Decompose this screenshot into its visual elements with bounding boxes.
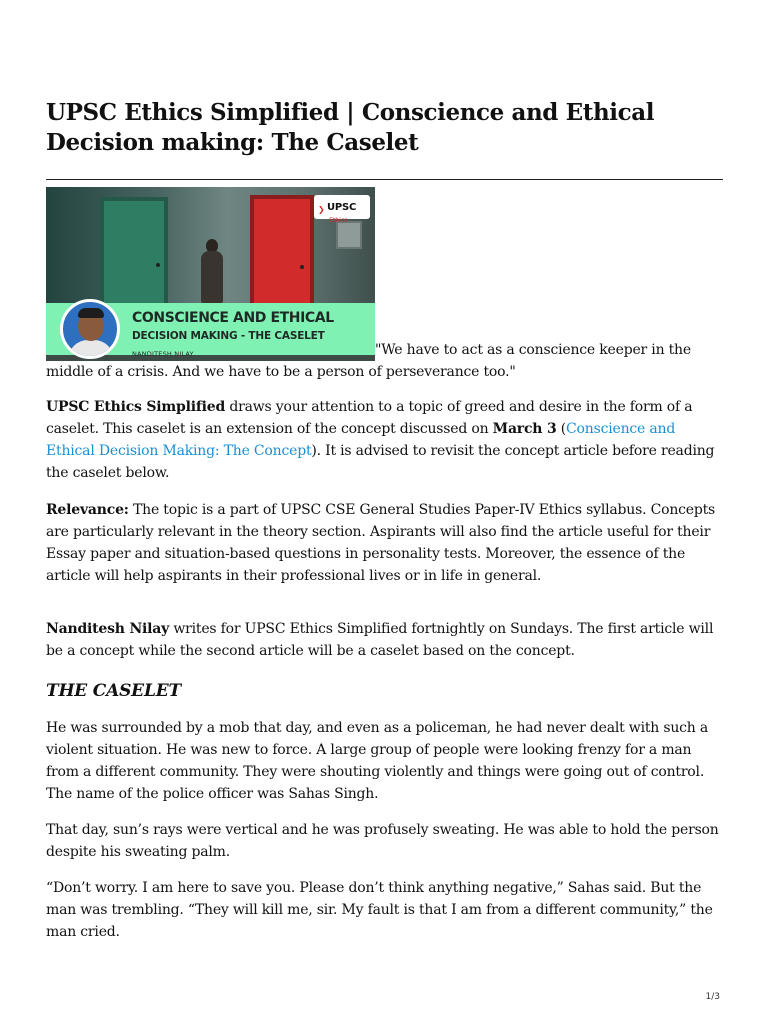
caselet-heading: THE CASELET (46, 681, 181, 701)
author-name: Nanditesh Nilay (46, 621, 170, 637)
title-divider (46, 179, 723, 180)
relevance-label: Relevance: (46, 502, 129, 518)
intro-date: March 3 (492, 421, 557, 437)
banner-author: NANDITESH NILAY (132, 350, 194, 358)
hero-image (46, 187, 375, 361)
banner-line1: CONSCIENCE AND ETHICAL (132, 310, 334, 326)
caselet-paragraph: That day, sun’s rays were vertical and he was profusely sweating. He was able to hold the person despite his sweating palm. (46, 822, 719, 860)
relevance-paragraph: Relevance: The topic is a part of UPSC CSE General Studies Paper-IV Ethics syllabus. Concepts are particularly relevant in the theory section. Aspirants will also find the article useful for their Essay paper and situation-based questions in personality tests. Moreover, the essence of the article will help aspirants in their professional lives or in life in general. (46, 502, 716, 584)
hero-row (46, 187, 723, 383)
page-title: UPSC Ethics Simplified | Conscience and Ethical Decision making: The Caselet (46, 99, 655, 156)
intro-lead: UPSC Ethics Simplified (46, 399, 226, 415)
author-paragraph: Nanditesh Nilay writes for UPSC Ethics Simplified fortnightly on Sundays. The first article will be a concept while the second article will be a caselet based on the concept. (46, 621, 714, 659)
upsc-ethics-logo: ❯ UPSC Ethics (314, 195, 370, 219)
red-door (250, 195, 314, 307)
intro-paragraph: UPSC Ethics Simplified draws your attention to a topic of greed and desire in the form of a caselet. This caselet is an extension of the concept discussed on March 3 (Conscience and Ethical Decision Making: The Concept). It is advised to revisit the concept article before reading the caselet below. (46, 399, 715, 481)
door-knob (156, 263, 160, 267)
door-knob (300, 265, 304, 269)
caselet-paragraph: He was surrounded by a mob that day, and even as a policeman, he had never dealt with such a violent situation. He was new to force. A large group of people were looking frenzy for a man from a different community. They were shouting violently and things were going out of control. The name of the police officer was Sahas Singh. (46, 720, 709, 802)
quote-text: "We have to act as a conscience keeper in the middle of a crisis. And we have to be a person of perseverance too." (46, 342, 691, 380)
logo-brand: UPSC (327, 202, 357, 213)
caselet-paragraph: “Don’t worry. I am here to save you. Please don’t think anything negative,” Sahas said. But the man was trembling. “They will kill me, sir. My fault is that I am from a different community,” the man cried. (46, 880, 713, 940)
author-avatar (60, 299, 120, 359)
logo-sub: Ethics (329, 216, 348, 224)
man-figure (201, 251, 223, 303)
green-door (100, 197, 168, 307)
concept-article-link[interactable]: Conscience and Ethical Decision Making: The Concept (46, 421, 676, 459)
banner-line2: DECISION MAKING - THE CASELET (132, 330, 325, 342)
page-number: 1/3 (705, 992, 720, 1002)
article (46, 98, 723, 943)
